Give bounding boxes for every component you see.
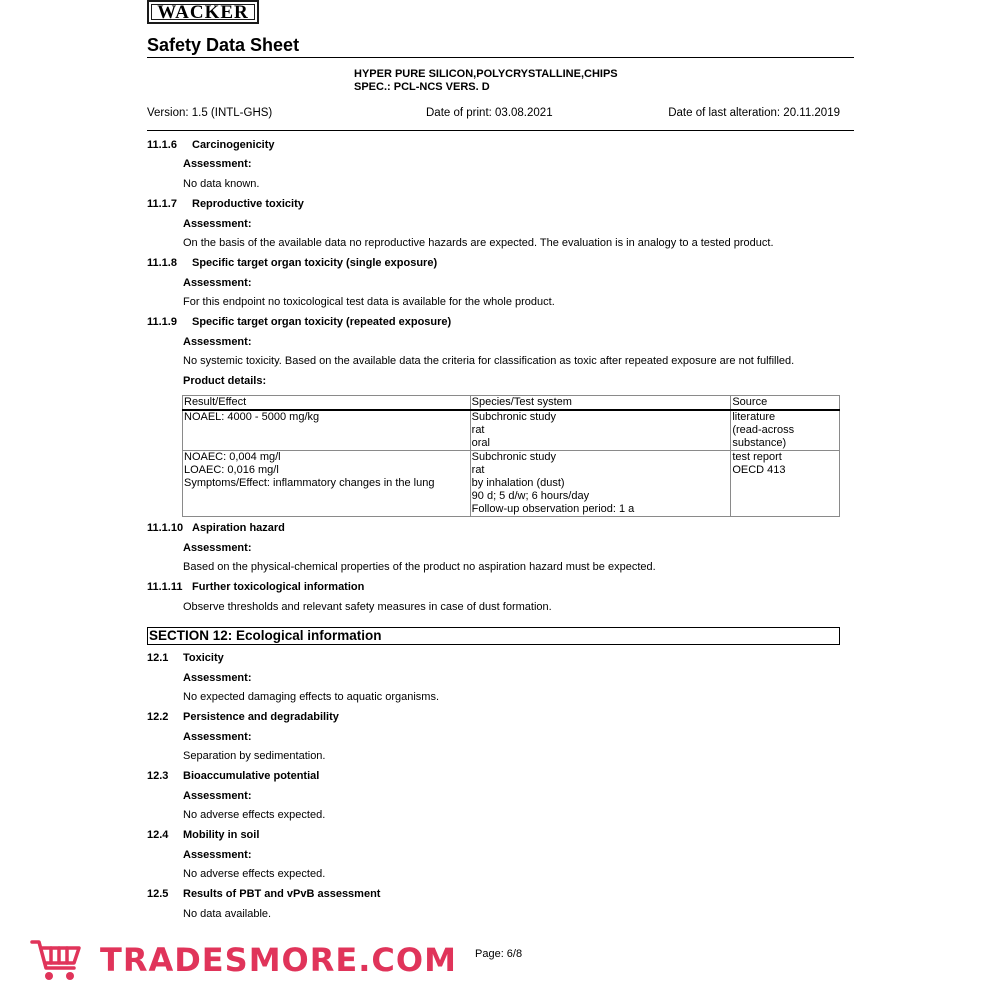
- section-number: 11.1.10: [147, 522, 184, 534]
- assessment-text: No systemic toxicity. Based on the available data the criteria for classification as toxic after repeated exposure are not fulfilled.: [183, 355, 795, 367]
- cell-line: rat: [471, 464, 485, 476]
- section-heading-stot-repeated: Specific target organ toxicity (repeated exposure): [192, 316, 452, 328]
- cell-line: Subchronic study: [471, 451, 557, 463]
- section-heading-reproductive-toxicity: Reproductive toxicity: [192, 198, 304, 210]
- print-date: Date of print: 03.08.2021: [426, 107, 553, 119]
- section-heading-bioaccumulative: Bioaccumulative potential: [183, 770, 320, 782]
- header-rule: [147, 57, 854, 58]
- section-number: 11.1.6: [147, 139, 177, 151]
- version-label: Version: 1.5 (INTL-GHS): [147, 107, 273, 119]
- assessment-text: For this endpoint no toxicological test data is available for the whole product.: [183, 296, 555, 308]
- watermark: [30, 938, 457, 982]
- product-name: [354, 68, 618, 94]
- cell-line: NOAEL: 4000 - 5000 mg/kg: [184, 411, 320, 423]
- assessment-text: On the basis of the available data no reproductive hazards are expected. The evaluation is in analogy to a tested product.: [183, 237, 774, 249]
- table-cell: [470, 451, 731, 517]
- assessment-label: Assessment:: [183, 158, 252, 170]
- cell-line: oral: [471, 437, 490, 449]
- assessment-label: Assessment:: [183, 542, 252, 554]
- section-number: 12.2: [147, 711, 169, 723]
- table-row: [183, 451, 840, 517]
- section-heading-toxicity: Toxicity: [183, 652, 224, 664]
- product-details-label: Product details:: [183, 375, 267, 387]
- meta-rule: [147, 130, 854, 131]
- cell-line: literature: [732, 411, 776, 423]
- assessment-label: Assessment:: [183, 849, 252, 861]
- assessment-text: No expected damaging effects to aquatic organisms.: [183, 691, 440, 703]
- section-number: 12.1: [147, 652, 169, 664]
- column-header: Species/Test system: [470, 396, 731, 411]
- section-number: 11.1.7: [147, 198, 177, 210]
- assessment-text: No adverse effects expected.: [183, 868, 326, 880]
- section-number: 11.1.11: [147, 581, 183, 593]
- section-number: 11.1.8: [147, 257, 177, 269]
- assessment-label: Assessment:: [183, 672, 252, 684]
- cell-line: Subchronic study: [471, 411, 557, 423]
- section-heading-persistence: Persistence and degradability: [183, 711, 339, 723]
- column-header: Result/Effect: [183, 396, 471, 411]
- assessment-label: Assessment:: [183, 790, 252, 802]
- section-number: 11.1.9: [147, 316, 177, 328]
- table-cell: [470, 410, 731, 451]
- assessment-label: Assessment:: [183, 218, 252, 230]
- cell-line: by inhalation (dust): [471, 477, 565, 489]
- section-heading-aspiration-hazard: Aspiration hazard: [192, 522, 285, 534]
- section-heading-stot-single: Specific target organ toxicity (single exposure): [192, 257, 438, 269]
- product-line-1: HYPER PURE SILICON,POLYCRYSTALLINE,CHIPS: [354, 68, 618, 80]
- section-heading-further-toxicological: Further toxicological information: [192, 581, 365, 593]
- cell-line: NOAEC: 0,004 mg/l: [184, 451, 281, 463]
- column-header: Source: [731, 396, 840, 411]
- assessment-text: No data known.: [183, 178, 260, 190]
- section-12-title: SECTION 12: Ecological information: [147, 627, 840, 645]
- section-number: 12.4: [147, 829, 169, 841]
- page-number: Page: 6/8: [475, 948, 523, 960]
- cell-line: Follow-up observation period: 1 a: [471, 503, 635, 515]
- assessment-label: Assessment:: [183, 731, 252, 743]
- assessment-text: Based on the physical-chemical properties of the product no aspiration hazard must be expected.: [183, 561, 656, 573]
- cell-line: Symptoms/Effect: inflammatory changes in the lung: [184, 477, 435, 489]
- assessment-label: Assessment:: [183, 277, 252, 289]
- pbt-text: No data available.: [183, 908, 272, 920]
- cell-line: OECD 413: [732, 464, 786, 476]
- section-heading-mobility: Mobility in soil: [183, 829, 260, 841]
- section-number: 12.3: [147, 770, 169, 782]
- cell-line: rat: [471, 424, 485, 436]
- table-cell: [731, 451, 840, 517]
- cell-line: (read-across: [732, 424, 795, 436]
- assessment-text: No adverse effects expected.: [183, 809, 326, 821]
- assessment-text: Separation by sedimentation.: [183, 750, 326, 762]
- document-title: Safety Data Sheet: [147, 35, 300, 55]
- shopping-cart-icon: [30, 938, 82, 982]
- section-number: 12.5: [147, 888, 169, 900]
- cell-line: LOAEC: 0,016 mg/l: [184, 464, 279, 476]
- table-cell: [183, 410, 471, 451]
- table-row: [183, 410, 840, 451]
- product-line-2: SPEC.: PCL-NCS VERS. D: [354, 81, 490, 93]
- section-heading-carcinogenicity: Carcinogenicity: [192, 139, 275, 151]
- watermark-text: TRADESMORE.COM: [100, 941, 457, 979]
- alteration-date: Date of last alteration: 20.11.2019: [668, 107, 840, 119]
- table-cell: [183, 451, 471, 517]
- table-header-row: [183, 396, 840, 411]
- cell-line: test report: [732, 451, 782, 463]
- cell-line: substance): [732, 437, 787, 449]
- further-info-text: Observe thresholds and relevant safety measures in case of dust formation.: [183, 601, 552, 613]
- product-details-table: [182, 395, 840, 517]
- section-heading-pbt: Results of PBT and vPvB assessment: [183, 888, 381, 900]
- assessment-label: Assessment:: [183, 336, 252, 348]
- wacker-logo: WACKER: [147, 0, 259, 24]
- cell-line: 90 d; 5 d/w; 6 hours/day: [471, 490, 590, 502]
- table-cell: [731, 410, 840, 451]
